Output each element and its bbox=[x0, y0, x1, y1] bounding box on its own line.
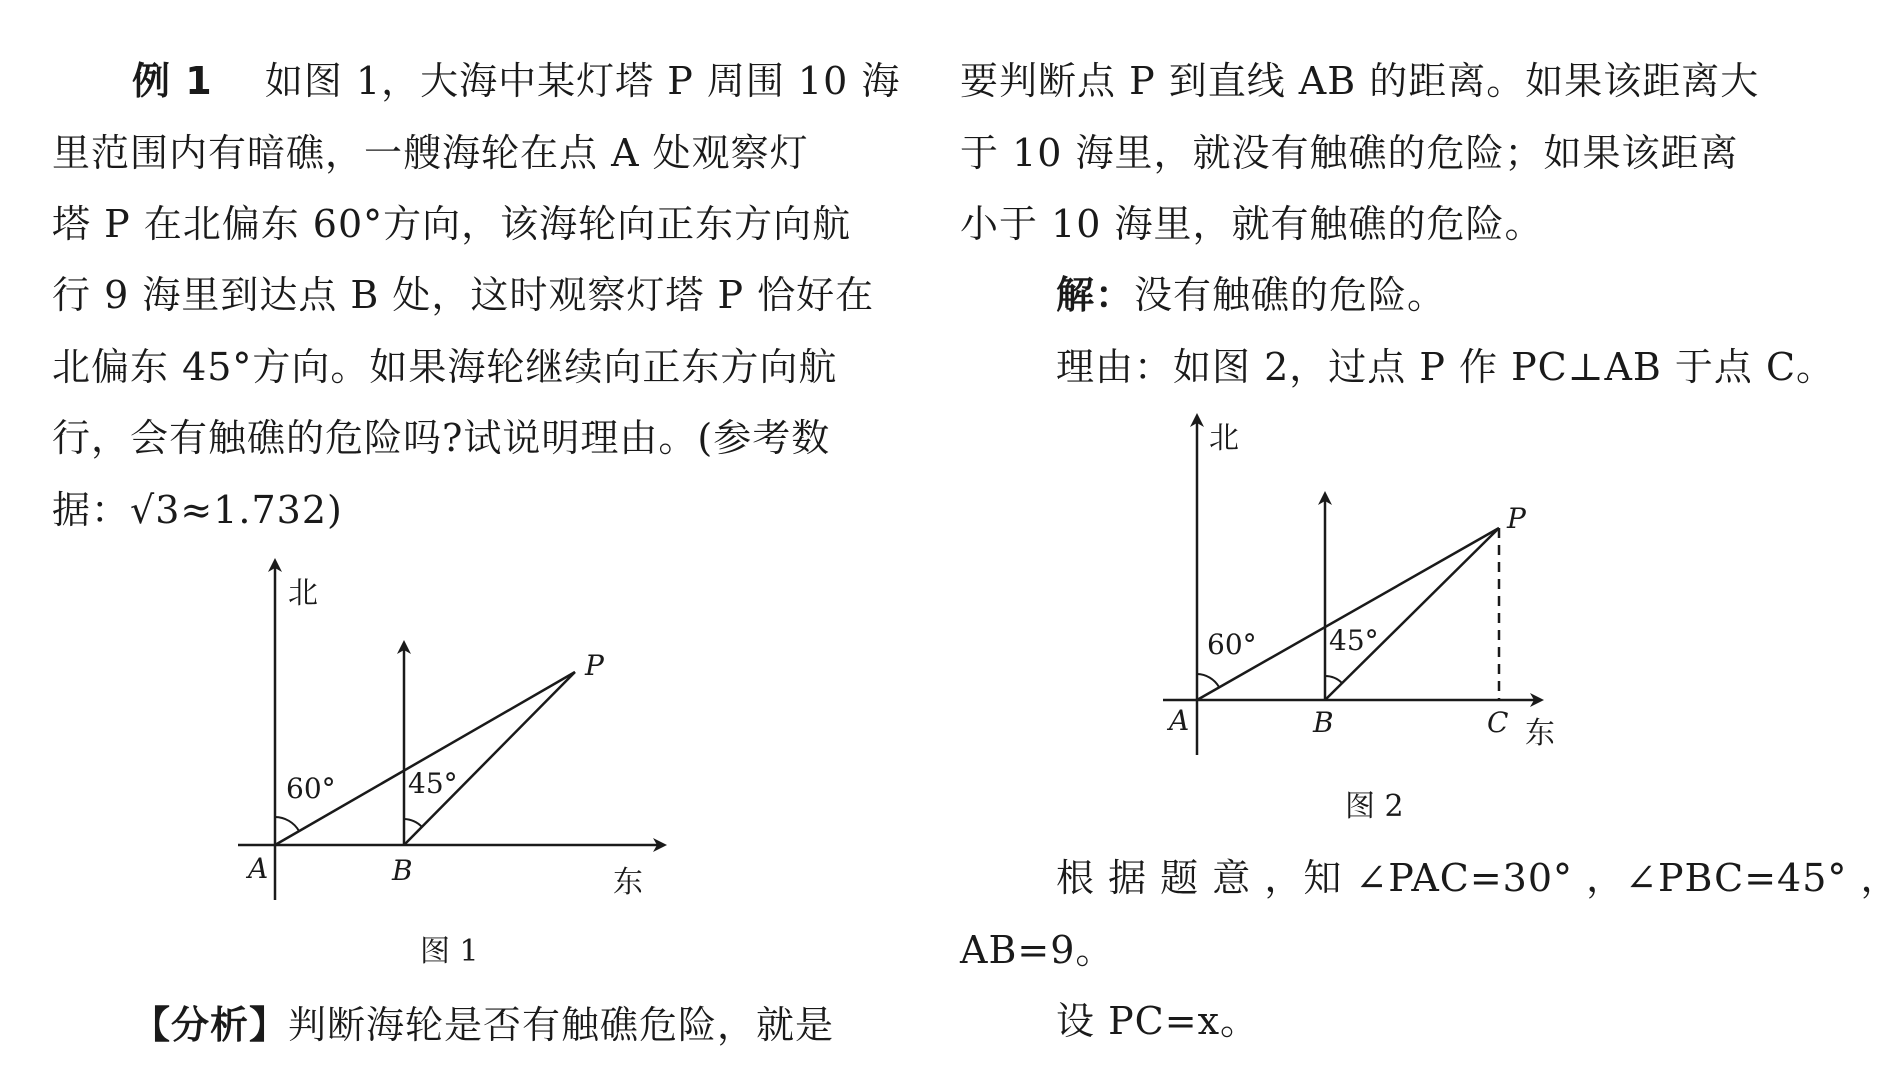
problem-line-4: 行 9 海里到达点 B 处，这时观察灯塔 P 恰好在 bbox=[52, 273, 875, 317]
fig2-east-label: 东 bbox=[1525, 716, 1555, 751]
solution-text: 没有触礁的危险。 bbox=[1134, 273, 1447, 317]
fig2-angle-arc-a bbox=[1197, 674, 1219, 687]
analysis-continued-line-1: 要判断点 P 到直线 AB 的距离。如果该距离大 bbox=[960, 59, 1760, 103]
problem-line-5: 北偏东 45°方向。如果海轮继续向正东方向航 bbox=[52, 345, 838, 389]
given-line-1: 根 据 题 意 ，知 ∠PAC=30° ，∠PBC=45° ， bbox=[1056, 856, 1900, 900]
fig2-point-p: P bbox=[1507, 502, 1526, 535]
problem-line-6: 行，会有触礁的危险吗?试说明理由。(参考数 bbox=[52, 416, 831, 460]
figure-1 bbox=[220, 555, 680, 915]
fig1-segment-ap bbox=[275, 672, 575, 845]
fig2-angle-a-label: 60° bbox=[1207, 628, 1257, 661]
fig1-point-a: A bbox=[248, 852, 269, 885]
fig1-east-label: 东 bbox=[613, 865, 643, 900]
fig1-north-label: 北 bbox=[288, 576, 318, 611]
let-line: 设 PC=x。 bbox=[1056, 999, 1259, 1043]
solution-line bbox=[1056, 272, 1446, 318]
reason-line: 理由：如图 2，过点 P 作 PC⊥AB 于点 C。 bbox=[1056, 345, 1836, 389]
fig1-angle-b-label: 45° bbox=[408, 767, 458, 800]
fig2-angle-b-label: 45° bbox=[1329, 624, 1379, 657]
fig2-point-b: B bbox=[1313, 706, 1334, 739]
example-label: 例 1 bbox=[132, 59, 213, 103]
fig2-segment-ap bbox=[1197, 528, 1499, 700]
problem-line-2: 里范围内有暗礁，一艘海轮在点 A 处观察灯 bbox=[52, 131, 809, 175]
fig2-north-label: 北 bbox=[1209, 421, 1239, 456]
problem-line-3: 塔 P 在北偏东 60°方向，该海轮向正东方向航 bbox=[52, 202, 852, 246]
fig1-point-p: P bbox=[585, 649, 604, 682]
analysis-text: 判断海轮是否有触礁危险，就是 bbox=[288, 1003, 835, 1047]
fig1-segment-bp bbox=[404, 672, 575, 845]
problem-line-1: 如图 1，大海中某灯塔 P 周围 10 海 bbox=[264, 59, 901, 103]
analysis-continued-line-3: 小于 10 海里，就有触礁的危险。 bbox=[960, 202, 1544, 246]
fig2-point-c: C bbox=[1487, 706, 1509, 739]
solution-label: 解： bbox=[1056, 273, 1135, 317]
analysis-continued-line-2: 于 10 海里，就没有触礁的危险；如果该距离 bbox=[960, 131, 1739, 175]
problem-line-7: 据：√3≈1.732) bbox=[52, 488, 343, 532]
fig2-segment-bp bbox=[1325, 528, 1499, 700]
fig1-angle-a-label: 60° bbox=[286, 772, 336, 805]
figure-2 bbox=[1155, 410, 1575, 770]
example-heading-line bbox=[132, 58, 900, 104]
fig1-point-b: B bbox=[392, 854, 413, 887]
analysis-label: 【分析】 bbox=[132, 1003, 289, 1047]
given-line-2: AB=9。 bbox=[960, 928, 1115, 972]
fig1-angle-arc-b bbox=[404, 819, 422, 827]
figure-2-caption: 图 2 bbox=[1345, 789, 1404, 824]
fig2-point-a: A bbox=[1169, 704, 1190, 737]
figure-1-caption: 图 1 bbox=[420, 934, 479, 969]
analysis-line bbox=[132, 1002, 834, 1048]
fig1-angle-arc-a bbox=[275, 817, 299, 831]
fig2-angle-arc-b bbox=[1325, 676, 1342, 683]
